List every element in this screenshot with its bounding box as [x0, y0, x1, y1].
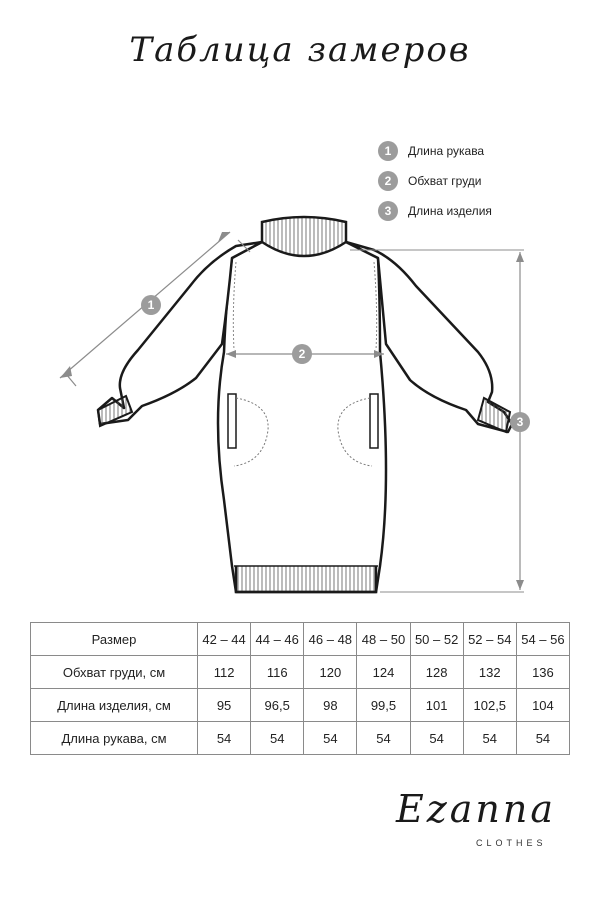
table-cell: 54 — [198, 722, 251, 755]
table-cell: 128 — [410, 656, 463, 689]
table-cell: 54 — [463, 722, 516, 755]
marker-length — [510, 412, 530, 432]
size-cell: 48 – 50 — [357, 623, 410, 656]
table-cell: 54 — [357, 722, 410, 755]
legend-label-chest: Обхват груди — [408, 174, 482, 188]
marker-sleeve-number: 1 — [147, 298, 155, 312]
table-cell: 116 — [251, 656, 304, 689]
size-cell: 54 – 56 — [516, 623, 569, 656]
row-label-chest: Обхват груди, см — [31, 656, 198, 689]
size-cell: 42 – 44 — [198, 623, 251, 656]
size-cell: 46 – 48 — [304, 623, 357, 656]
table-cell: 104 — [516, 689, 569, 722]
chest-row — [31, 656, 570, 689]
table-cell: 54 — [516, 722, 569, 755]
marker-chest-number: 2 — [298, 347, 306, 361]
table-cell: 54 — [304, 722, 357, 755]
table-cell: 54 — [251, 722, 304, 755]
legend-number-1: 1 — [378, 141, 398, 161]
table-cell: 132 — [463, 656, 516, 689]
length-row — [31, 689, 570, 722]
size-cell: 50 – 52 — [410, 623, 463, 656]
table-cell: 124 — [357, 656, 410, 689]
table-cell: 136 — [516, 656, 569, 689]
size-header-row — [31, 623, 570, 656]
dress-body-outline — [218, 242, 386, 592]
size-cell: 52 – 54 — [463, 623, 516, 656]
marker-sleeve — [141, 295, 161, 315]
size-header-label: Размер — [31, 623, 198, 656]
row-label-length: Длина изделия, см — [31, 689, 198, 722]
table-cell: 99,5 — [357, 689, 410, 722]
legend-number-3: 3 — [378, 201, 398, 221]
page-title: Таблица замеров — [129, 30, 471, 70]
legend-label-sleeve: Длина рукава — [408, 144, 485, 158]
legend-label-length: Длина изделия — [408, 204, 492, 218]
table-cell: 98 — [304, 689, 357, 722]
table-cell: 101 — [410, 689, 463, 722]
hem-band-illustration — [234, 566, 378, 592]
marker-length-number: 3 — [516, 415, 524, 429]
brand-subtitle: CLOTHES — [476, 838, 547, 848]
brand-name: Ezanna — [396, 787, 557, 831]
size-table — [30, 622, 570, 755]
marker-chest — [292, 344, 312, 364]
legend-number-2: 2 — [378, 171, 398, 191]
table-cell: 112 — [198, 656, 251, 689]
sleeve-row — [31, 722, 570, 755]
table-cell: 96,5 — [251, 689, 304, 722]
table-cell: 54 — [410, 722, 463, 755]
row-label-sleeve: Длина рукава, см — [31, 722, 198, 755]
size-cell: 44 – 46 — [251, 623, 304, 656]
table-cell: 102,5 — [463, 689, 516, 722]
table-cell: 120 — [304, 656, 357, 689]
right-cuff-illustration — [478, 398, 510, 432]
brand-logo — [396, 787, 566, 848]
table-cell: 95 — [198, 689, 251, 722]
